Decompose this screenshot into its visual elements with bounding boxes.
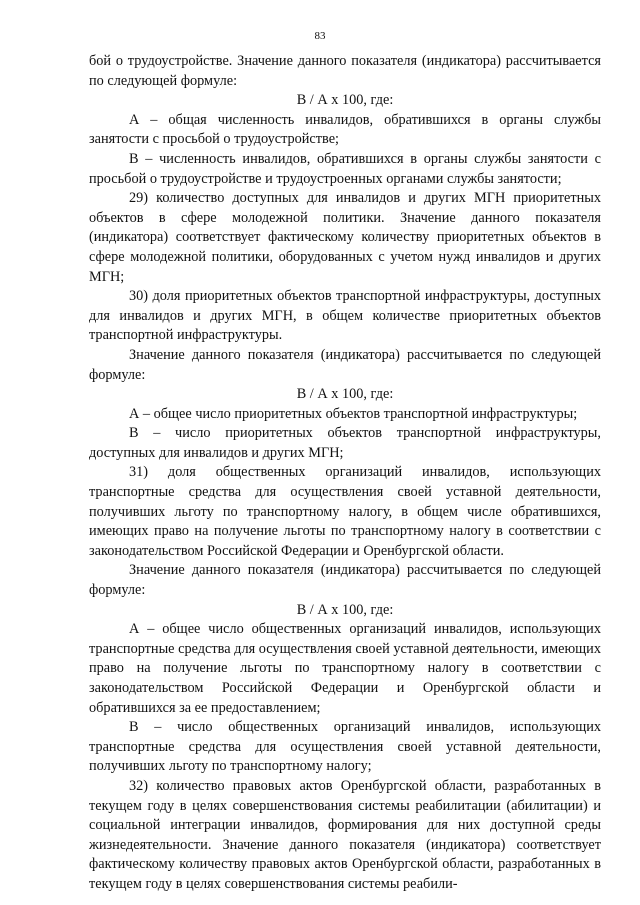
- paragraph-item-30: 30) доля приоритетных объектов транспортной инфраструктуры, доступных для инвалидов и других МГН, в общем количестве приоритетных объектов транспортной инфраструктуры.: [89, 288, 601, 344]
- document-body: [89, 52, 601, 895]
- paragraph-definition-b: В – число приоритетных объектов транспортной инфраструктуры, доступных для инвалидов и других МГН;: [89, 425, 601, 461]
- paragraph-definition-a: А – общее число приоритетных объектов транспортной инфраструктуры;: [129, 405, 578, 422]
- paragraph-intro: бой о трудоустройстве. Значение данного показателя (индикатора) рассчитывается по следующей формуле:: [89, 53, 601, 89]
- paragraph-definition-a: А – общая численность инвалидов, обратившихся в органы службы занятости с просьбой о трудоустройстве;: [89, 111, 601, 148]
- paragraph-formula-intro: Значение данного показателя (индикатора) рассчитывается по следующей формуле:: [89, 346, 601, 383]
- page-number: 83: [314, 30, 326, 42]
- paragraph-formula-intro: Значение данного показателя (индикатора) рассчитывается по следующей формуле:: [89, 562, 601, 599]
- paragraph-item-29: 29) количество доступных для инвалидов и других МГН приоритетных объектов в сфере молодежной политики. Значение данного показателя (индикатора) соответствует фактическому количеству приоритетных объектов в сфере молодежной политики, оборудованных с учетом нужд инвалидов и других МГН;: [89, 190, 601, 285]
- formula-3: В / А х 100, где:: [296, 601, 394, 618]
- paragraph-definition-b: В – число общественных организаций инвалидов, использующих транспортные средства для осуществления своей уставной деятельности, получивших льготу по транспортному налогу;: [89, 719, 601, 775]
- paragraph-definition-a: А – общее число общественных организаций инвалидов, использующих транспортные средства для осуществления своей уставной деятельности, имеющих право на получение льготы по транспортному налогу в соответствии с законодательством Российской Федерации и Оренбургской области и обратившихся за ее предоставлением;: [89, 621, 601, 716]
- formula-1: В / А х 100, где:: [296, 92, 394, 109]
- paragraph-item-31: 31) доля общественных организаций инвалидов, использующих транспортные средства для осуществления своей уставной деятельности, получивших льготу по транспортному налогу, в общем числе обратившихся, имеющих право на получение льготы по транспортному налогу в соответствии с законодательством Российской Федерации и Оренбургской области.: [89, 464, 601, 559]
- paragraph-definition-b: В – численность инвалидов, обратившихся в органы службы занятости с просьбой о трудоустройстве и трудоустроенных органами службы занятости;: [89, 150, 601, 187]
- paragraph-item-32: 32) количество правовых актов Оренбургской области, разработанных в текущем году в целях совершенствования системы реабилитации (абилитации) и социальной интеграции инвалидов, формирования для них доступной среды жизнедеятельности. Значение данного показателя (индикатора) соответствует фактическому количеству правовых актов Оренбургской области, разработанных в текущем году в целях совершенствования системы реабили-: [89, 777, 601, 892]
- formula-2: В / А х 100, где:: [296, 386, 394, 403]
